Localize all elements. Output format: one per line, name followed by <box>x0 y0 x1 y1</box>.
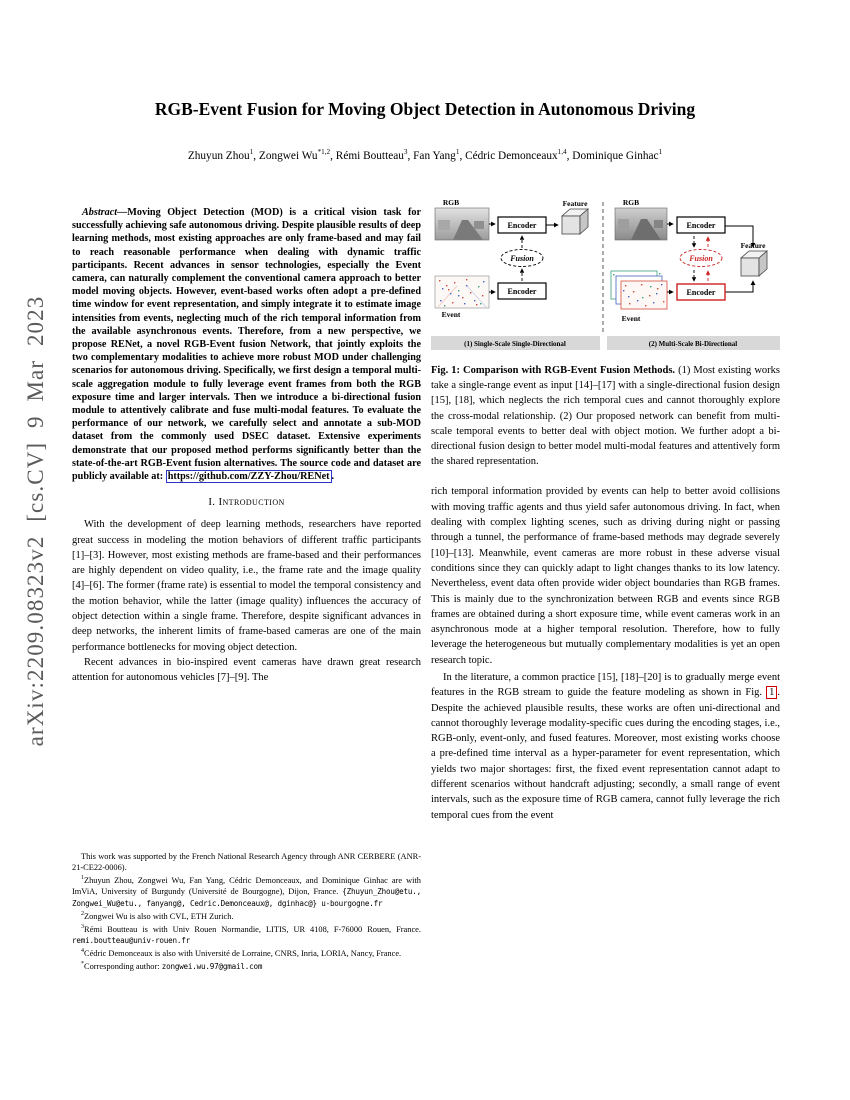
author-name: Zhuyun Zhou$^1$ <box>187 148 254 162</box>
author-name: Zongwei Wu$^{*1,2}$ <box>258 148 331 162</box>
author-name: Rémi Boutteau$^3$ <box>335 148 408 162</box>
panel2-strip <box>607 336 780 350</box>
authors-line: Zhuyun Zhou$^1$, Zongwei Wu$^{*1,2}$, Rémi Boutteau$^3$, Fan Yang$^1$, Cédric Demonceaux$^{1,4}$, Dominique Ginhac$^1$ <box>187 148 663 162</box>
author-affiliation-sup: *1,2 <box>317 148 331 156</box>
figure-reference-link[interactable]: 1 <box>766 686 777 699</box>
figure-1 <box>431 196 780 469</box>
footnote-text: Zongwei Wu is also with CVL, ETH Zurich. <box>84 911 234 921</box>
encoder-bottom-box-1 <box>498 283 546 299</box>
footnote-text: Zhuyun Zhou, Zongwei Wu, Fan Yang, Cédric Demonceaux, and Dominique Ginhac are with ImViA, University of Burgundy (Université de Bourgogne), Dijon, France. <box>72 876 421 897</box>
footnote-text: Rémi Boutteau is with Univ Rouen Normandie, LITIS, UR 4108, F-76000 Rouen, France. <box>84 924 421 934</box>
fusion-module-2 <box>680 250 722 267</box>
paragraph-text-after: . Despite the achieved plausible results, these works are often uni-directional and cannot thoroughly leverage modality-specific cues during the encoding stages, i.e., RGB-only, event-only, and fused features. Moreover, most existing works choose a pre-defined time interval as a hyper-parameter for event representation, which yields two major shortages: first, the fixed event representation cannot adapt to different scenarios without handcraft adjusting; secondly, a small range of event intervals, such as the exposure time of RGB camera, cannot fully leverage the rich temporal cues from the event <box>431 687 780 821</box>
right-column <box>431 196 780 823</box>
fusion-label-1: Fusion <box>510 254 534 263</box>
footnote <box>72 909 421 922</box>
feature-cube-1 <box>562 209 588 234</box>
panel1-strip-label: (1) Single-Scale Single-Directional <box>464 340 566 348</box>
body-paragraph-events: rich temporal information provided by events can help to better avoid collisions with moving traffic agents and thus yield safer autonomous driving. In fact, when dealing with complex lighting scenes, such as driving during night or passing through a tunnel, the performance of frame-based methods may degrade severely [10]–[13]. Meanwhile, event cameras are more robust in these adverse visual conditions since they can quickly adapt to light changes thanks to its low latency. Nevertheless, event data often provide wider object boundaries than RGB frames. This is mainly due to the synchronization between RGB and events since RGB frames are obtained during a short exposure time, while event cameras work in an asynchronous mode at a higher temporal resolution. Therefore, how to fully leverage the heterogeneous but mutually complementary modalities is yet an open research topic. <box>431 486 780 666</box>
email-text: zongwei.wu.97@gmail.com <box>161 961 263 971</box>
paper-title: RGB-Event Fusion for Moving Object Detection in Autonomous Driving <box>154 99 696 119</box>
footnote <box>72 851 421 873</box>
footnote-text: This work was supported by the French National Research Agency through ANR CERBERE (ANR-21-CE22-0006). <box>72 852 421 873</box>
figure-1-diagram <box>431 196 780 354</box>
footnote-text: Corresponding author: <box>84 961 162 971</box>
encoder-bottom-label-1: Encoder <box>507 287 537 296</box>
panel2-strip-label: (2) Multi-Scale Bi-Directional <box>648 340 738 348</box>
footnote-marker: 1 <box>81 875 84 882</box>
footnote-marker: 2 <box>81 910 84 917</box>
intro-paragraph-1: With the development of deep learning methods, researchers have reported great success in modeling the motion behaviors of different traffic participants [1]–[3]. However, most existing methods are frame-based and their performances are highly dependent on video quality, i.e., the frame rate and the image quality [4]–[6]. The former (frame rate) is essential to model the temporal consistency and the motion behavior, while the latter (image quality) influences the accuracy of object detection within a single frame. Therefore, despite significant advances in deep networks, the inherent limits of frame-based cameras are one of the main performance bottlenecks for moving object detection. <box>72 519 421 653</box>
body-paragraph-literature <box>431 670 780 823</box>
abstract <box>72 206 421 483</box>
feature-label-2: Feature <box>740 241 766 250</box>
encoder-top-box-1 <box>498 217 546 233</box>
event-label-1: Event <box>441 310 461 319</box>
paragraph-text-before: In the literature, a common practice [15], [18]–[20] is to gradually merge event features in the RGB stream to guide the feature modeling as shown in Fig. <box>431 671 780 699</box>
event-image-1 <box>435 276 489 308</box>
abstract-text: Moving Object Detection (MOD) is a critical vision task for successfully achieving safe autonomous driving. Despite plausible results of deep learning methods, most existing approaches are only frame-based and may fail to reach reasonable performance when dealing with dynamic traffic participants. Recent advances in sensor technologies, especially the Event camera, can naturally complement the conventional camera approach to better model moving objects. However, event-based works often adopt a pre-defined time window for event representation, and simply integrate it to estimate image intensities from events, neglecting much of the rich temporal information from the available asynchronous events. Therefore, from a new perspective, we propose RENet, a novel RGB-Event fusion Network, that jointly exploits the two complementary modalities to achieve more robust MOD under challenging scenarios for autonomous driving. Specifically, we first design a temporal multi-scale aggregation module to fully leverage event frames from both the RGB exposure time and larger intervals. Then we introduce a bi-directional fusion module to attentively calibrate and fuse multi-modal features. To evaluate the performance of our network, we carefully select and annotate a sub-MOD dataset from the commonly used DSEC dataset. Extensive experiments demonstrate that our proposed method performs significantly better than the state-of-the-art RGB-Event fusion alternatives. The source code and dataset are publicly available at: <box>72 207 421 483</box>
encoder-top-label-2: Encoder <box>686 221 716 230</box>
footnote-marker: * <box>81 961 84 968</box>
left-column <box>72 206 421 686</box>
email-text: {Zhuyun_Zhou@etu., Zongwei_Wu@etu., fanyang@, Cedric.Demonceaux@, dginhac@} u-bourgogne.fr <box>72 887 421 908</box>
encoder-top-box-2 <box>677 217 725 233</box>
encoder-bottom-label-2: Encoder <box>686 288 716 297</box>
abstract-label: Abstract— <box>82 207 128 218</box>
caption-text: (1) Most existing works take a single-range event as input [14]–[17] with a single-directional fusion design [15], [18], which neglects the rich temporal cues and cannot thoroughly explore the cross-modal relationship. (2) Our proposed network can benefit from multi-scale temporal events to better deal with object motion. We further adopt a bi-directional fusion design to better model multi-modal features and attentively form the shared representation. <box>431 365 781 468</box>
event-label-2: Event <box>621 314 641 323</box>
panel1-strip <box>431 336 600 350</box>
section-heading-introduction: I. Introduction <box>208 496 285 509</box>
footnote <box>72 946 421 959</box>
feature-cube-2 <box>741 251 767 276</box>
figure-1-caption <box>431 363 780 469</box>
email-text: remi.boutteau@univ-rouen.fr <box>72 935 191 945</box>
fusion-label-2: Fusion <box>689 254 713 263</box>
author-affiliation-sup: 1 <box>658 148 663 156</box>
author-name: Fan Yang$^1$ <box>413 148 460 162</box>
footnote-marker: 4 <box>81 948 84 955</box>
encoder-bottom-box-2 <box>677 284 725 300</box>
abstract-period: . <box>331 471 335 483</box>
arxiv-watermark: arXiv:2209.08323v2 [cs.CV] 9 Mar 2023 <box>23 295 48 747</box>
footnote <box>72 873 421 908</box>
author-name: Cédric Demonceaux$^{1,4}$ <box>465 148 567 162</box>
author-affiliation-sup: 1,4 <box>557 148 567 156</box>
rgb-label-1: RGB <box>442 198 460 207</box>
intro-paragraph-2: Recent advances in bio-inspired event cameras have drawn great research attention for autonomous vehicles [7]–[9]. The <box>72 656 421 684</box>
arrow-event-encoder-to-feature-2 <box>725 281 753 292</box>
rgb-image-1 <box>435 208 489 240</box>
author-affiliation-sup: 3 <box>403 148 408 156</box>
rgb-image-2 <box>615 208 667 240</box>
author-affiliation-sup: 1 <box>455 148 460 156</box>
rgb-label-2: RGB <box>622 198 640 207</box>
caption-label: Fig. 1: Comparison with RGB-Event Fusion Methods. <box>431 365 676 376</box>
fusion-module-1 <box>501 250 543 267</box>
footnotes <box>72 851 421 972</box>
event-image-stack-2 <box>611 271 667 309</box>
author-affiliation-sup: 1 <box>249 148 254 156</box>
feature-label-1: Feature <box>562 199 588 208</box>
footnote-marker: 3 <box>81 923 84 930</box>
footnote <box>72 959 421 972</box>
author-name: Dominique Ginhac$^1$ <box>572 148 663 162</box>
github-link[interactable]: https://github.com/ZZY-Zhou/RENet <box>167 471 330 483</box>
footnote <box>72 922 421 946</box>
footnote-text: Cédric Demonceaux is also with Université de Lorraine, CNRS, Inria, LORIA, Nancy, France. <box>84 948 402 958</box>
encoder-top-label-1: Encoder <box>507 221 537 230</box>
